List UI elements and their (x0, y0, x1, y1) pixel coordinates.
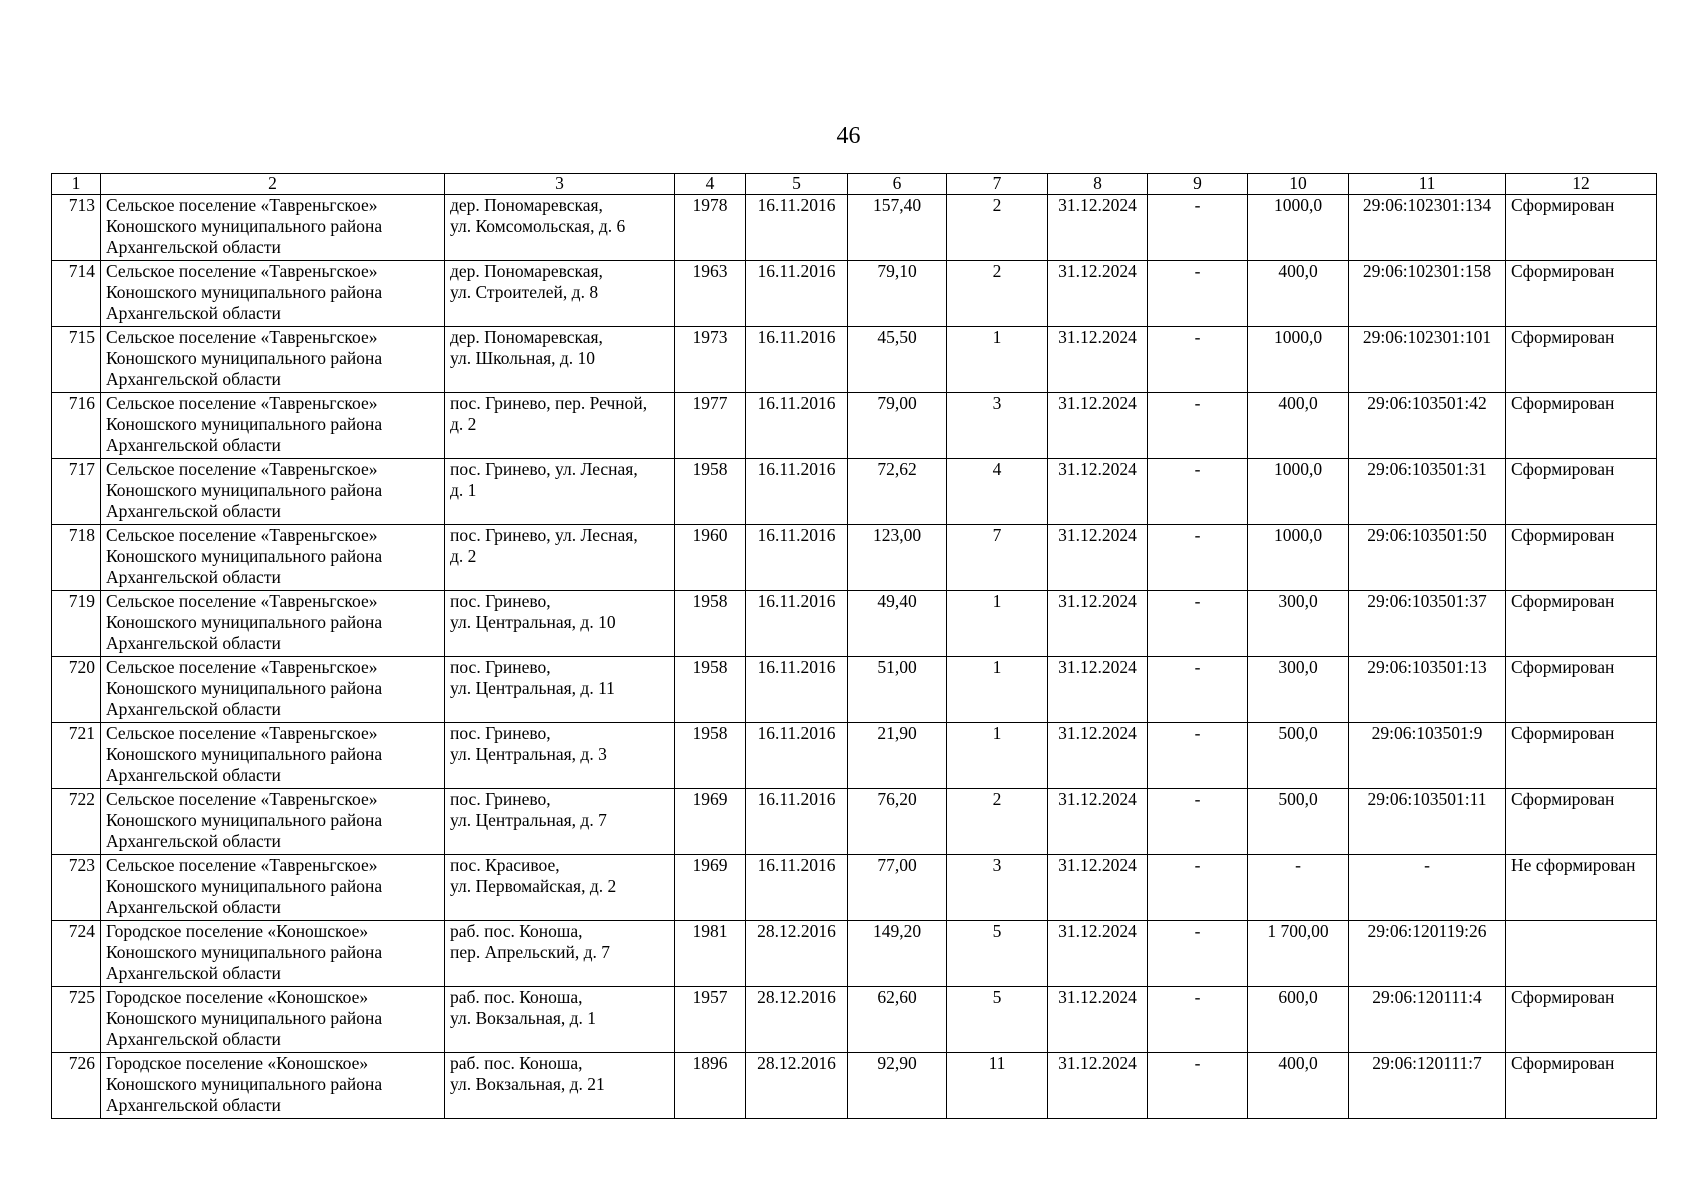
deadline-cell: 31.12.2024 (1048, 591, 1148, 657)
table-body (52, 195, 1657, 1119)
column-header-12: 12 (1506, 174, 1657, 195)
address-cell (445, 657, 675, 723)
column-header-10: 10 (1248, 174, 1349, 195)
area-cell: 149,20 (848, 921, 947, 987)
year-cell: 1977 (675, 393, 746, 459)
address-cell-line: ул. Вокзальная, д. 21 (450, 1074, 605, 1094)
column-9-cell: - (1148, 261, 1248, 327)
column-header-1: 1 (52, 174, 101, 195)
status-cell: Не сформирован (1506, 855, 1657, 921)
table-row (52, 855, 1657, 921)
land-area-cell: 500,0 (1248, 789, 1349, 855)
settlement-cell-line: Архангельской области (106, 435, 281, 455)
area-cell: 62,60 (848, 987, 947, 1053)
settlement-cell-line: Сельское поселение «Тавреньгское» (106, 591, 378, 611)
row-number: 725 (52, 987, 101, 1053)
address-cell-line: дер. Пономаревская, (450, 261, 603, 281)
settlement-cell-line: Архангельской области (106, 501, 281, 521)
settlement-cell-line: Архангельской области (106, 1095, 281, 1115)
settlement-cell-line: Коношского муниципального района (106, 1074, 383, 1094)
address-cell-line: пос. Красивое, (450, 855, 560, 875)
row-number: 719 (52, 591, 101, 657)
housing-registry-table (51, 173, 1657, 1119)
address-cell-line: пос. Гринево, ул. Лесная, (450, 459, 638, 479)
settlement-cell (101, 525, 445, 591)
column-9-cell: - (1148, 327, 1248, 393)
column-header-2: 2 (101, 174, 445, 195)
settlement-cell-line: Коношского муниципального района (106, 348, 383, 368)
area-cell: 123,00 (848, 525, 947, 591)
count-cell: 5 (947, 987, 1048, 1053)
address-cell-line: ул. Центральная, д. 7 (450, 810, 607, 830)
count-cell: 11 (947, 1053, 1048, 1119)
land-area-cell: 1000,0 (1248, 459, 1349, 525)
column-number-row (52, 174, 1657, 195)
land-area-cell: 1 700,00 (1248, 921, 1349, 987)
status-cell: Сформирован (1506, 657, 1657, 723)
settlement-cell-line: Сельское поселение «Тавреньгское» (106, 327, 378, 347)
address-cell (445, 789, 675, 855)
table-row (52, 987, 1657, 1053)
settlement-cell-line: Коношского муниципального района (106, 216, 383, 236)
settlement-cell-line: Коношского муниципального района (106, 414, 383, 434)
address-cell-line: ул. Комсомольская, д. 6 (450, 216, 626, 236)
settlement-cell-line: Городское поселение «Коношское» (106, 921, 369, 941)
table-row (52, 261, 1657, 327)
year-cell: 1896 (675, 1053, 746, 1119)
table-row (52, 1053, 1657, 1119)
column-header-7: 7 (947, 174, 1048, 195)
date-cell: 16.11.2016 (746, 789, 848, 855)
address-cell (445, 855, 675, 921)
area-cell: 45,50 (848, 327, 947, 393)
settlement-cell-line: Сельское поселение «Тавреньгское» (106, 723, 378, 743)
area-cell: 49,40 (848, 591, 947, 657)
area-cell: 21,90 (848, 723, 947, 789)
deadline-cell: 31.12.2024 (1048, 459, 1148, 525)
status-cell: Сформирован (1506, 261, 1657, 327)
date-cell: 16.11.2016 (746, 723, 848, 789)
column-header-5: 5 (746, 174, 848, 195)
land-area-cell: 400,0 (1248, 393, 1349, 459)
address-cell-line: д. 1 (450, 480, 477, 500)
year-cell: 1958 (675, 459, 746, 525)
area-cell: 76,20 (848, 789, 947, 855)
land-area-cell: 300,0 (1248, 591, 1349, 657)
address-cell (445, 525, 675, 591)
deadline-cell: 31.12.2024 (1048, 327, 1148, 393)
status-cell: Сформирован (1506, 987, 1657, 1053)
date-cell: 28.12.2016 (746, 921, 848, 987)
row-number: 716 (52, 393, 101, 459)
date-cell: 16.11.2016 (746, 261, 848, 327)
deadline-cell: 31.12.2024 (1048, 921, 1148, 987)
settlement-cell (101, 327, 445, 393)
deadline-cell: 31.12.2024 (1048, 855, 1148, 921)
cadastral-number-cell: 29:06:103501:42 (1349, 393, 1506, 459)
cadastral-number-cell: 29:06:103501:9 (1349, 723, 1506, 789)
area-cell: 79,00 (848, 393, 947, 459)
cadastral-number-cell: - (1349, 855, 1506, 921)
column-9-cell: - (1148, 723, 1248, 789)
deadline-cell: 31.12.2024 (1048, 657, 1148, 723)
table-row (52, 921, 1657, 987)
column-header-8: 8 (1048, 174, 1148, 195)
deadline-cell: 31.12.2024 (1048, 195, 1148, 261)
address-cell-line: пос. Гринево, (450, 591, 551, 611)
settlement-cell (101, 789, 445, 855)
settlement-cell-line: Городское поселение «Коношское» (106, 1053, 369, 1073)
deadline-cell: 31.12.2024 (1048, 1053, 1148, 1119)
settlement-cell-line: Коношского муниципального района (106, 282, 383, 302)
area-cell: 72,62 (848, 459, 947, 525)
count-cell: 1 (947, 591, 1048, 657)
status-cell: Сформирован (1506, 393, 1657, 459)
land-area-cell: 400,0 (1248, 1053, 1349, 1119)
row-number: 724 (52, 921, 101, 987)
settlement-cell (101, 393, 445, 459)
year-cell: 1960 (675, 525, 746, 591)
address-cell-line: ул. Школьная, д. 10 (450, 348, 596, 368)
address-cell-line: д. 2 (450, 546, 477, 566)
settlement-cell-line: Архангельской области (106, 633, 281, 653)
column-9-cell: - (1148, 921, 1248, 987)
settlement-cell-line: Сельское поселение «Тавреньгское» (106, 195, 378, 215)
settlement-cell (101, 987, 445, 1053)
row-number: 718 (52, 525, 101, 591)
year-cell: 1981 (675, 921, 746, 987)
address-cell-line: ул. Центральная, д. 3 (450, 744, 607, 764)
address-cell-line: д. 2 (450, 414, 477, 434)
year-cell: 1978 (675, 195, 746, 261)
row-number: 715 (52, 327, 101, 393)
column-9-cell: - (1148, 525, 1248, 591)
land-area-cell: 300,0 (1248, 657, 1349, 723)
year-cell: 1973 (675, 327, 746, 393)
column-9-cell: - (1148, 393, 1248, 459)
table-row (52, 459, 1657, 525)
settlement-cell-line: Архангельской области (106, 237, 281, 257)
cadastral-number-cell: 29:06:103501:13 (1349, 657, 1506, 723)
address-cell-line: пос. Гринево, ул. Лесная, (450, 525, 638, 545)
table-row (52, 525, 1657, 591)
settlement-cell-line: Коношского муниципального района (106, 810, 383, 830)
area-cell: 92,90 (848, 1053, 947, 1119)
year-cell: 1969 (675, 789, 746, 855)
count-cell: 4 (947, 459, 1048, 525)
settlement-cell-line: Архангельской области (106, 963, 281, 983)
date-cell: 16.11.2016 (746, 525, 848, 591)
settlement-cell-line: Коношского муниципального района (106, 678, 383, 698)
settlement-cell-line: Архангельской области (106, 765, 281, 785)
table-row (52, 657, 1657, 723)
settlement-cell-line: Коношского муниципального района (106, 942, 383, 962)
address-cell-line: пос. Гринево, пер. Речной, (450, 393, 648, 413)
settlement-cell-line: Коношского муниципального района (106, 876, 383, 896)
status-cell: Сформирован (1506, 459, 1657, 525)
cadastral-number-cell: 29:06:103501:50 (1349, 525, 1506, 591)
row-number: 717 (52, 459, 101, 525)
settlement-cell (101, 1053, 445, 1119)
count-cell: 1 (947, 723, 1048, 789)
cadastral-number-cell: 29:06:120111:7 (1349, 1053, 1506, 1119)
date-cell: 16.11.2016 (746, 195, 848, 261)
status-cell (1506, 921, 1657, 987)
settlement-cell-line: Архангельской области (106, 567, 281, 587)
deadline-cell: 31.12.2024 (1048, 987, 1148, 1053)
settlement-cell-line: Коношского муниципального района (106, 744, 383, 764)
settlement-cell (101, 921, 445, 987)
row-number: 720 (52, 657, 101, 723)
address-cell (445, 591, 675, 657)
address-cell (445, 393, 675, 459)
date-cell: 16.11.2016 (746, 591, 848, 657)
land-area-cell: 1000,0 (1248, 195, 1349, 261)
settlement-cell (101, 657, 445, 723)
row-number: 713 (52, 195, 101, 261)
settlement-cell-line: Сельское поселение «Тавреньгское» (106, 657, 378, 677)
settlement-cell-line: Сельское поселение «Тавреньгское» (106, 789, 378, 809)
row-number: 721 (52, 723, 101, 789)
count-cell: 1 (947, 657, 1048, 723)
address-cell-line: раб. пос. Коноша, (450, 987, 583, 1007)
land-area-cell: 1000,0 (1248, 525, 1349, 591)
settlement-cell-line: Городское поселение «Коношское» (106, 987, 369, 1007)
cadastral-number-cell: 29:06:103501:37 (1349, 591, 1506, 657)
column-9-cell: - (1148, 459, 1248, 525)
settlement-cell-line: Архангельской области (106, 369, 281, 389)
settlement-cell-line: Сельское поселение «Тавреньгское» (106, 261, 378, 281)
date-cell: 16.11.2016 (746, 459, 848, 525)
row-number: 726 (52, 1053, 101, 1119)
status-cell: Сформирован (1506, 195, 1657, 261)
year-cell: 1963 (675, 261, 746, 327)
date-cell: 28.12.2016 (746, 987, 848, 1053)
settlement-cell (101, 855, 445, 921)
year-cell: 1969 (675, 855, 746, 921)
count-cell: 3 (947, 855, 1048, 921)
column-header-9: 9 (1148, 174, 1248, 195)
column-9-cell: - (1148, 591, 1248, 657)
column-9-cell: - (1148, 789, 1248, 855)
cadastral-number-cell: 29:06:120119:26 (1349, 921, 1506, 987)
settlement-cell-line: Архангельской области (106, 699, 281, 719)
settlement-cell (101, 459, 445, 525)
cadastral-number-cell: 29:06:103501:31 (1349, 459, 1506, 525)
count-cell: 7 (947, 525, 1048, 591)
settlement-cell-line: Архангельской области (106, 831, 281, 851)
table-row (52, 327, 1657, 393)
address-cell (445, 921, 675, 987)
status-cell: Сформирован (1506, 723, 1657, 789)
row-number: 723 (52, 855, 101, 921)
status-cell: Сформирован (1506, 327, 1657, 393)
deadline-cell: 31.12.2024 (1048, 261, 1148, 327)
settlement-cell (101, 591, 445, 657)
address-cell (445, 987, 675, 1053)
settlement-cell (101, 723, 445, 789)
address-cell-line: раб. пос. Коноша, (450, 1053, 583, 1073)
settlement-cell (101, 261, 445, 327)
count-cell: 5 (947, 921, 1048, 987)
settlement-cell-line: Архангельской области (106, 303, 281, 323)
table-row (52, 393, 1657, 459)
column-9-cell: - (1148, 987, 1248, 1053)
date-cell: 16.11.2016 (746, 657, 848, 723)
deadline-cell: 31.12.2024 (1048, 789, 1148, 855)
address-cell-line: раб. пос. Коноша, (450, 921, 583, 941)
page-number: 46 (836, 123, 861, 149)
date-cell: 16.11.2016 (746, 855, 848, 921)
address-cell-line: ул. Центральная, д. 11 (450, 678, 615, 698)
deadline-cell: 31.12.2024 (1048, 525, 1148, 591)
address-cell-line: ул. Строителей, д. 8 (450, 282, 599, 302)
date-cell: 16.11.2016 (746, 393, 848, 459)
address-cell-line: дер. Пономаревская, (450, 195, 603, 215)
count-cell: 2 (947, 195, 1048, 261)
address-cell (445, 1053, 675, 1119)
column-9-cell: - (1148, 657, 1248, 723)
address-cell-line: пос. Гринево, (450, 657, 551, 677)
address-cell-line: ул. Первомайская, д. 2 (450, 876, 617, 896)
date-cell: 28.12.2016 (746, 1053, 848, 1119)
settlement-cell-line: Коношского муниципального района (106, 1008, 383, 1028)
column-header-3: 3 (445, 174, 675, 195)
count-cell: 3 (947, 393, 1048, 459)
land-area-cell: 1000,0 (1248, 327, 1349, 393)
column-header-4: 4 (675, 174, 746, 195)
area-cell: 51,00 (848, 657, 947, 723)
address-cell-line: пос. Гринево, (450, 789, 551, 809)
settlement-cell (101, 195, 445, 261)
column-header-11: 11 (1349, 174, 1506, 195)
settlement-cell-line: Сельское поселение «Тавреньгское» (106, 459, 378, 479)
year-cell: 1957 (675, 987, 746, 1053)
settlement-cell-line: Сельское поселение «Тавреньгское» (106, 393, 378, 413)
address-cell-line: ул. Центральная, д. 10 (450, 612, 616, 632)
area-cell: 157,40 (848, 195, 947, 261)
count-cell: 2 (947, 261, 1048, 327)
cadastral-number-cell: 29:06:120111:4 (1349, 987, 1506, 1053)
settlement-cell-line: Сельское поселение «Тавреньгское» (106, 855, 378, 875)
count-cell: 1 (947, 327, 1048, 393)
cadastral-number-cell: 29:06:102301:158 (1349, 261, 1506, 327)
settlement-cell-line: Коношского муниципального района (106, 480, 383, 500)
land-area-cell: - (1248, 855, 1349, 921)
address-cell (445, 459, 675, 525)
deadline-cell: 31.12.2024 (1048, 723, 1148, 789)
land-area-cell: 400,0 (1248, 261, 1349, 327)
address-cell-line: ул. Вокзальная, д. 1 (450, 1008, 597, 1028)
address-cell (445, 195, 675, 261)
address-cell-line: пос. Гринево, (450, 723, 551, 743)
column-9-cell: - (1148, 855, 1248, 921)
address-cell-line: пер. Апрельский, д. 7 (450, 942, 611, 962)
address-cell (445, 327, 675, 393)
deadline-cell: 31.12.2024 (1048, 393, 1148, 459)
cadastral-number-cell: 29:06:102301:134 (1349, 195, 1506, 261)
area-cell: 77,00 (848, 855, 947, 921)
year-cell: 1958 (675, 657, 746, 723)
address-cell (445, 261, 675, 327)
settlement-cell-line: Архангельской области (106, 897, 281, 917)
year-cell: 1958 (675, 723, 746, 789)
status-cell: Сформирован (1506, 789, 1657, 855)
cadastral-number-cell: 29:06:102301:101 (1349, 327, 1506, 393)
date-cell: 16.11.2016 (746, 327, 848, 393)
table-row (52, 195, 1657, 261)
land-area-cell: 600,0 (1248, 987, 1349, 1053)
row-number: 714 (52, 261, 101, 327)
year-cell: 1958 (675, 591, 746, 657)
address-cell (445, 723, 675, 789)
settlement-cell-line: Коношского муниципального района (106, 546, 383, 566)
column-9-cell: - (1148, 1053, 1248, 1119)
cadastral-number-cell: 29:06:103501:11 (1349, 789, 1506, 855)
status-cell: Сформирован (1506, 525, 1657, 591)
column-9-cell: - (1148, 195, 1248, 261)
table-row (52, 591, 1657, 657)
address-cell-line: дер. Пономаревская, (450, 327, 603, 347)
settlement-cell-line: Коношского муниципального района (106, 612, 383, 632)
settlement-cell-line: Сельское поселение «Тавреньгское» (106, 525, 378, 545)
table-row (52, 789, 1657, 855)
table-row (52, 723, 1657, 789)
status-cell: Сформирован (1506, 1053, 1657, 1119)
settlement-cell-line: Архангельской области (106, 1029, 281, 1049)
count-cell: 2 (947, 789, 1048, 855)
status-cell: Сформирован (1506, 591, 1657, 657)
land-area-cell: 500,0 (1248, 723, 1349, 789)
area-cell: 79,10 (848, 261, 947, 327)
row-number: 722 (52, 789, 101, 855)
column-header-6: 6 (848, 174, 947, 195)
